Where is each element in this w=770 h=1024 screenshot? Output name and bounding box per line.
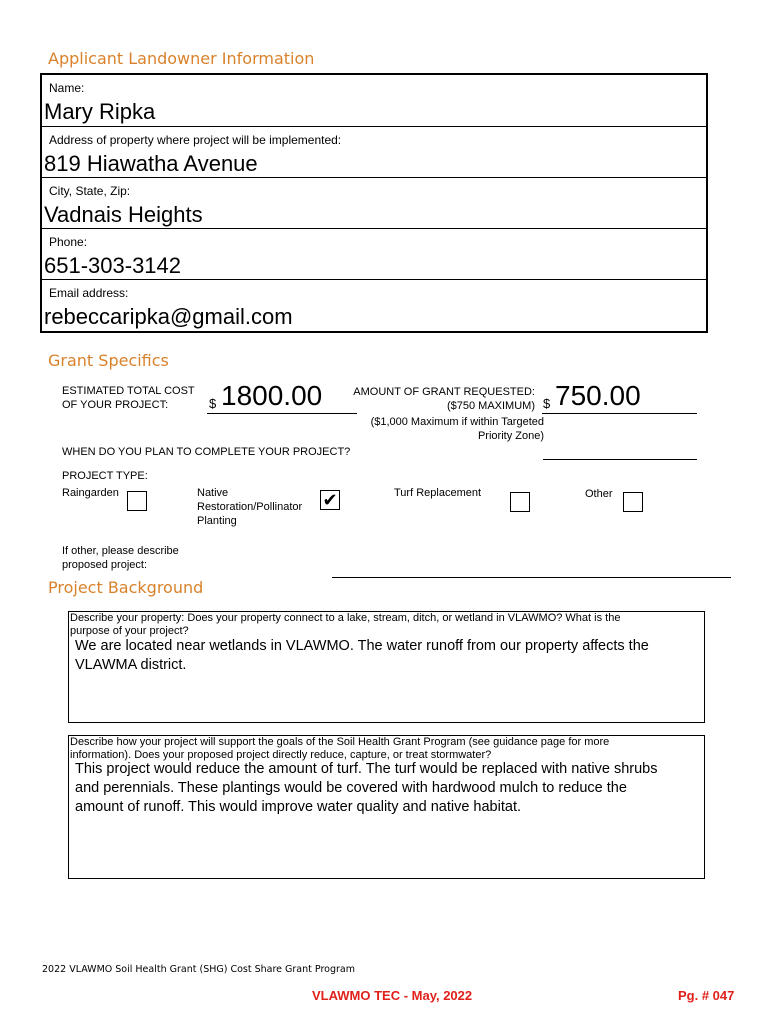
completion-field[interactable] [545,445,695,459]
total-cost-label-line1: ESTIMATED TOTAL COST [62,385,195,397]
completion-label: WHEN DO YOU PLAN TO COMPLETE YOUR PROJECT? [62,446,351,458]
grant-request-label-line2: ($750 MAXIMUM) [446,400,535,412]
turf-label: Turf Replacement [394,487,482,499]
property-question-line2: purpose of your project? [70,625,189,637]
other-desc-label-line2: proposed project: [62,559,147,571]
turf-checkbox[interactable] [510,492,530,512]
checkmark-icon: ✔ [322,490,338,510]
grant-request-field[interactable]: 750.00 [555,380,641,411]
total-cost-underline [207,413,357,414]
footer-page-number: Pg. # 047 [678,988,735,1003]
completion-underline [543,459,697,460]
email-label: Email address: [49,286,129,300]
city-label: City, State, Zip: [49,184,131,198]
other-desc-underline [332,577,731,578]
background-section-title: Project Background [48,578,204,597]
other-desc-field[interactable] [335,562,730,576]
grant-request-label-line1: AMOUNT OF GRANT REQUESTED: [353,386,535,398]
other-label: Other [585,488,613,500]
email-field[interactable]: rebeccaripka@gmail.com [44,304,293,329]
grant-request-underline [542,413,697,414]
property-answer[interactable] [75,637,695,675]
footer-program: 2022 VLAWMO Soil Health Grant (SHG) Cost Share Grant Program [42,964,355,975]
goals-description-box[interactable] [68,735,705,879]
applicant-info-box [40,73,708,333]
native-label-line3: Planting [197,515,237,527]
goals-question [70,736,690,762]
goals-answer-line1: This project would reduce the amount of turf. The turf would be replaced with native shrubs [75,761,658,777]
phone-label: Phone: [49,235,88,249]
city-field[interactable]: Vadnais Heights [44,202,203,227]
native-checkbox[interactable] [320,490,340,510]
address-field[interactable]: 819 Hiawatha Avenue [44,151,258,176]
other-desc-label [62,544,179,572]
city-row[interactable] [42,177,706,230]
goals-question-line2: information). Does your proposed project directly reduce, capture, or treat stormwater? [70,749,492,761]
grant-request-note [340,415,544,443]
property-question [70,612,690,638]
grant-section-title: Grant Specifics [48,351,169,370]
email-row[interactable] [42,279,706,332]
name-label: Name: [49,81,85,95]
total-cost-field[interactable]: 1800.00 [221,380,323,411]
total-cost-currency: $ [209,396,217,411]
name-field[interactable]: Mary Ripka [44,99,156,124]
property-answer-line1: We are located near wetlands in VLAWMO. The water runoff from our property affects the [75,638,649,654]
property-question-line1: Describe your property: Does your property connect to a lake, stream, ditch, or wetland in VLAWMO? What is the [70,612,621,624]
raingarden-checkbox[interactable] [127,491,147,511]
address-label: Address of property where project will be implemented: [49,133,342,147]
phone-field[interactable]: 651-303-3142 [44,253,182,278]
goals-answer[interactable] [75,760,695,817]
goals-answer-line3: amount of runoff. This would improve water quality and native habitat. [75,799,521,815]
native-label-line1: Native [197,487,229,499]
goals-answer-line2: and perennials. These plantings would be covered with hardwood mulch to reduce the [75,780,627,796]
native-label-line2: Restoration/Pollinator [197,501,303,513]
total-cost-label-line2: OF YOUR PROJECT: [62,399,169,411]
grant-request-currency: $ [543,396,551,411]
property-answer-line2: VLAWMA district. [75,657,187,673]
applicant-section-title: Applicant Landowner Information [48,49,315,68]
project-type-label: PROJECT TYPE: [62,470,148,482]
name-row[interactable] [42,75,706,127]
other-checkbox[interactable] [623,492,643,512]
native-label [197,486,302,528]
other-desc-label-line1: If other, please describe [62,545,179,557]
property-description-box[interactable] [68,611,705,723]
grant-request-note-line1: ($1,000 Maximum if within Targeted [370,416,544,428]
total-cost-label [62,384,195,412]
goals-question-line1: Describe how your project will support the goals of the Soil Health Grant Program (see guidance page for more [70,736,610,748]
phone-row[interactable] [42,228,706,281]
grant-request-label [350,385,535,413]
footer-tec: VLAWMO TEC - May, 2022 [312,988,473,1003]
address-row[interactable] [42,126,706,179]
raingarden-label: Raingarden [62,487,119,499]
grant-request-note-line2: Priority Zone) [477,430,544,442]
